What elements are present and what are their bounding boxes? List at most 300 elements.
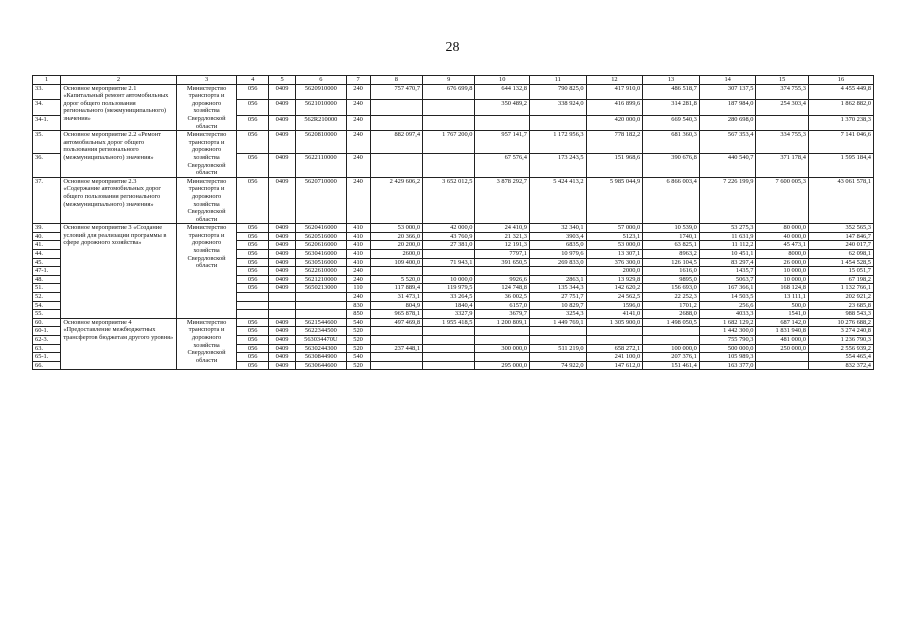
amount-cell bbox=[756, 353, 808, 362]
amount-cell: 7 600 005,3 bbox=[756, 177, 808, 224]
amount-cell: 57 000,0 bbox=[586, 224, 643, 233]
amount-cell: 2863,1 bbox=[529, 275, 586, 284]
amount-cell: 500,0 bbox=[756, 301, 808, 310]
amount-cell: 24 410,9 bbox=[475, 224, 530, 233]
code-cell: 0409 bbox=[268, 267, 295, 276]
amount-cell: 167 366,1 bbox=[699, 284, 756, 293]
code-cell: 056 bbox=[237, 344, 268, 353]
amount-cell bbox=[370, 267, 422, 276]
code-cell: 5620616000 bbox=[296, 241, 346, 250]
amount-cell: 965 878,1 bbox=[370, 310, 422, 319]
amount-cell: 13 111,1 bbox=[756, 293, 808, 302]
amount-cell: 43 760,9 bbox=[423, 232, 475, 241]
amount-cell: 1435,7 bbox=[699, 267, 756, 276]
code-cell: 056 bbox=[237, 154, 268, 177]
amount-cell: 1 370 238,3 bbox=[808, 115, 873, 131]
code-cell bbox=[296, 310, 346, 319]
amount-cell: 10 000,0 bbox=[423, 275, 475, 284]
code-cell bbox=[296, 301, 346, 310]
row-number: 34-1. bbox=[33, 115, 61, 131]
amount-cell: 10 979,6 bbox=[529, 250, 586, 259]
amount-cell bbox=[370, 154, 422, 177]
amount-cell: 126 104,5 bbox=[643, 258, 700, 267]
amount-cell: 1 682 129,2 bbox=[699, 318, 756, 327]
code-cell: 0409 bbox=[268, 177, 295, 224]
column-number-header: 9 bbox=[423, 76, 475, 85]
amount-cell: 24 562,5 bbox=[586, 293, 643, 302]
code-cell: 5621210000 bbox=[296, 275, 346, 284]
amount-cell: 11 631,9 bbox=[699, 232, 756, 241]
amount-cell bbox=[370, 361, 422, 370]
amount-cell: 1 955 418,5 bbox=[423, 318, 475, 327]
amount-cell: 1 767 200,0 bbox=[423, 131, 475, 154]
row-number: 33. bbox=[33, 84, 61, 100]
row-number: 34. bbox=[33, 100, 61, 116]
activity-description: Основное мероприятие 2.2 «Ремонт автомобильных дорог общего пользования регионального (межмуниципального) значения» bbox=[61, 131, 176, 178]
amount-cell: 1 172 956,3 bbox=[529, 131, 586, 154]
code-cell: 056 bbox=[237, 232, 268, 241]
amount-cell: 957 141,7 bbox=[475, 131, 530, 154]
amount-cell bbox=[423, 353, 475, 362]
amount-cell: 1 132 766,1 bbox=[808, 284, 873, 293]
code-cell: 0409 bbox=[268, 336, 295, 345]
code-cell: 0409 bbox=[268, 344, 295, 353]
amount-cell: 10 276 688,2 bbox=[808, 318, 873, 327]
code-cell bbox=[268, 301, 295, 310]
amount-cell: 8000,0 bbox=[756, 250, 808, 259]
amount-cell: 300 000,0 bbox=[475, 344, 530, 353]
amount-cell: 644 132,8 bbox=[475, 84, 530, 100]
amount-cell: 83 297,4 bbox=[699, 258, 756, 267]
amount-cell: 500 000,0 bbox=[699, 344, 756, 353]
row-number: 54. bbox=[33, 301, 61, 310]
amount-cell: 256,6 bbox=[699, 301, 756, 310]
amount-cell: 5063,7 bbox=[699, 275, 756, 284]
amount-cell: 20 200,0 bbox=[370, 241, 422, 250]
table-row bbox=[33, 224, 874, 233]
code-cell: 5630516000 bbox=[296, 258, 346, 267]
responsible-organization: Министерство транспорта и дорожного хозяйства Свердловской области bbox=[176, 84, 237, 131]
amount-cell: 71 943,1 bbox=[423, 258, 475, 267]
amount-cell: 1 200 809,1 bbox=[475, 318, 530, 327]
amount-cell: 832 372,4 bbox=[808, 361, 873, 370]
activity-description: Основное мероприятие 3 «Создание условий для реализации программы в сфере дорожного хозяйства» bbox=[61, 224, 176, 319]
row-number: 47-1. bbox=[33, 267, 61, 276]
amount-cell: 26 000,0 bbox=[756, 258, 808, 267]
amount-cell: 105 989,3 bbox=[699, 353, 756, 362]
code-cell bbox=[237, 301, 268, 310]
code-cell: 410 bbox=[346, 250, 370, 259]
amount-cell: 11 112,2 bbox=[699, 241, 756, 250]
amount-cell: 10 539,0 bbox=[643, 224, 700, 233]
code-cell: 056 bbox=[237, 241, 268, 250]
amount-cell: 481 000,0 bbox=[756, 336, 808, 345]
code-cell: 056 bbox=[237, 115, 268, 131]
amount-cell: 567 353,4 bbox=[699, 131, 756, 154]
amount-cell: 31 473,1 bbox=[370, 293, 422, 302]
row-number: 39. bbox=[33, 224, 61, 233]
amount-cell: 5 424 413,2 bbox=[529, 177, 586, 224]
row-number: 63. bbox=[33, 344, 61, 353]
amount-cell: 5123,1 bbox=[586, 232, 643, 241]
amount-cell: 1 454 528,5 bbox=[808, 258, 873, 267]
amount-cell: 6157,0 bbox=[475, 301, 530, 310]
amount-cell: 1 442 300,0 bbox=[699, 327, 756, 336]
code-cell: 056 bbox=[237, 284, 268, 293]
amount-cell bbox=[423, 115, 475, 131]
amount-cell: 240 017,7 bbox=[808, 241, 873, 250]
code-cell: 056 bbox=[237, 318, 268, 327]
code-cell: 520 bbox=[346, 336, 370, 345]
amount-cell: 32 340,1 bbox=[529, 224, 586, 233]
amount-cell: 6835,0 bbox=[529, 241, 586, 250]
code-cell: 410 bbox=[346, 232, 370, 241]
amount-cell: 681 360,3 bbox=[643, 131, 700, 154]
amount-cell: 80 000,0 bbox=[756, 224, 808, 233]
header-row bbox=[33, 76, 874, 85]
table-row bbox=[33, 131, 874, 154]
amount-cell bbox=[475, 115, 530, 131]
amount-cell: 1616,0 bbox=[643, 267, 700, 276]
amount-cell: 14 503,5 bbox=[699, 293, 756, 302]
amount-cell: 1596,0 bbox=[586, 301, 643, 310]
amount-cell bbox=[756, 115, 808, 131]
code-cell: 5630844900 bbox=[296, 353, 346, 362]
code-cell: 5622110000 bbox=[296, 154, 346, 177]
amount-cell: 1541,0 bbox=[756, 310, 808, 319]
amount-cell: 350 489,2 bbox=[475, 100, 530, 116]
code-cell: 240 bbox=[346, 115, 370, 131]
amount-cell: 3 878 292,7 bbox=[475, 177, 530, 224]
responsible-organization: Министерство транспорта и дорожного хозяйства Свердловской области bbox=[176, 224, 237, 319]
row-number: 62-3. bbox=[33, 336, 61, 345]
amount-cell: 3679,7 bbox=[475, 310, 530, 319]
code-cell: 056 bbox=[237, 258, 268, 267]
activity-description: Основное мероприятие 2.3 «Содержание автомобильных дорог общего пользования регионального (межмуниципального) значения» bbox=[61, 177, 176, 224]
row-number: 45. bbox=[33, 258, 61, 267]
amount-cell: 202 921,2 bbox=[808, 293, 873, 302]
column-number-header: 12 bbox=[586, 76, 643, 85]
amount-cell bbox=[370, 353, 422, 362]
code-cell: 0409 bbox=[268, 232, 295, 241]
amount-cell bbox=[423, 327, 475, 336]
amount-cell bbox=[643, 336, 700, 345]
code-cell: 240 bbox=[346, 177, 370, 224]
column-number-header: 16 bbox=[808, 76, 873, 85]
amount-cell: 151 968,6 bbox=[586, 154, 643, 177]
row-number: 35. bbox=[33, 131, 61, 154]
amount-cell: 156 693,0 bbox=[643, 284, 700, 293]
amount-cell: 2 429 606,2 bbox=[370, 177, 422, 224]
amount-cell: 4141,0 bbox=[586, 310, 643, 319]
amount-cell: 13 307,1 bbox=[586, 250, 643, 259]
code-cell: 540 bbox=[346, 318, 370, 327]
row-number: 44. bbox=[33, 250, 61, 259]
amount-cell: 74 922,0 bbox=[529, 361, 586, 370]
amount-cell: 173 243,5 bbox=[529, 154, 586, 177]
code-cell: 5622610000 bbox=[296, 267, 346, 276]
amount-cell bbox=[475, 267, 530, 276]
amount-cell: 10 000,0 bbox=[756, 267, 808, 276]
code-cell bbox=[237, 293, 268, 302]
amount-cell: 804,9 bbox=[370, 301, 422, 310]
amount-cell: 237 448,1 bbox=[370, 344, 422, 353]
amount-cell: 338 924,0 bbox=[529, 100, 586, 116]
code-cell: 0409 bbox=[268, 250, 295, 259]
code-cell: 5650213000 bbox=[296, 284, 346, 293]
amount-cell: 207 376,1 bbox=[643, 353, 700, 362]
amount-cell bbox=[586, 336, 643, 345]
code-cell: 0409 bbox=[268, 275, 295, 284]
row-number: 51. bbox=[33, 284, 61, 293]
table-body bbox=[33, 76, 874, 370]
budget-table bbox=[32, 75, 874, 370]
amount-cell bbox=[475, 327, 530, 336]
amount-cell: 1 862 882,0 bbox=[808, 100, 873, 116]
amount-cell: 100 000,0 bbox=[643, 344, 700, 353]
amount-cell: 135 344,3 bbox=[529, 284, 586, 293]
amount-cell: 755 790,3 bbox=[699, 336, 756, 345]
code-cell: 056 bbox=[237, 275, 268, 284]
amount-cell: 374 755,3 bbox=[756, 84, 808, 100]
amount-cell bbox=[423, 344, 475, 353]
amount-cell: 10 829,7 bbox=[529, 301, 586, 310]
amount-cell bbox=[529, 267, 586, 276]
amount-cell: 40 000,0 bbox=[756, 232, 808, 241]
row-number: 52. bbox=[33, 293, 61, 302]
code-cell: 520 bbox=[346, 361, 370, 370]
amount-cell bbox=[423, 267, 475, 276]
responsible-organization: Министерство транспорта и дорожного хозяйства Свердловской области bbox=[176, 177, 237, 224]
amount-cell: 67 576,4 bbox=[475, 154, 530, 177]
amount-cell: 295 000,0 bbox=[475, 361, 530, 370]
code-cell: 0409 bbox=[268, 327, 295, 336]
amount-cell: 352 565,3 bbox=[808, 224, 873, 233]
code-cell: 0409 bbox=[268, 224, 295, 233]
code-cell: 240 bbox=[346, 154, 370, 177]
row-number: 60. bbox=[33, 318, 61, 327]
column-number-header: 5 bbox=[268, 76, 295, 85]
amount-cell: 486 518,7 bbox=[643, 84, 700, 100]
amount-cell: 790 825,0 bbox=[529, 84, 586, 100]
column-number-header: 2 bbox=[61, 76, 176, 85]
amount-cell: 163 377,0 bbox=[699, 361, 756, 370]
amount-cell bbox=[475, 353, 530, 362]
amount-cell: 497 469,8 bbox=[370, 318, 422, 327]
amount-cell: 117 889,4 bbox=[370, 284, 422, 293]
amount-cell: 1 236 790,3 bbox=[808, 336, 873, 345]
code-cell bbox=[268, 310, 295, 319]
code-cell: 0409 bbox=[268, 258, 295, 267]
amount-cell: 1840,4 bbox=[423, 301, 475, 310]
column-number-header: 15 bbox=[756, 76, 808, 85]
amount-cell: 314 281,8 bbox=[643, 100, 700, 116]
amount-cell: 27 751,7 bbox=[529, 293, 586, 302]
amount-cell: 151 461,4 bbox=[643, 361, 700, 370]
amount-cell: 12 191,3 bbox=[475, 241, 530, 250]
amount-cell: 22 252,3 bbox=[643, 293, 700, 302]
amount-cell: 882 097,4 bbox=[370, 131, 422, 154]
amount-cell: 757 470,7 bbox=[370, 84, 422, 100]
amount-cell: 5 520,0 bbox=[370, 275, 422, 284]
row-number: 41. bbox=[33, 241, 61, 250]
amount-cell: 371 178,4 bbox=[756, 154, 808, 177]
amount-cell bbox=[423, 154, 475, 177]
code-cell: 5630416000 bbox=[296, 250, 346, 259]
amount-cell: 2688,0 bbox=[643, 310, 700, 319]
amount-cell: 109 400,0 bbox=[370, 258, 422, 267]
amount-cell: 420 000,0 bbox=[586, 115, 643, 131]
code-cell: 240 bbox=[346, 293, 370, 302]
responsible-organization: Министерство транспорта и дорожного хозяйства Свердловской области bbox=[176, 318, 237, 370]
code-cell: 5620516000 bbox=[296, 232, 346, 241]
amount-cell bbox=[423, 336, 475, 345]
amount-cell: 1740,1 bbox=[643, 232, 700, 241]
code-cell: 0409 bbox=[268, 318, 295, 327]
amount-cell: 7 141 046,6 bbox=[808, 131, 873, 154]
code-cell: 056 bbox=[237, 361, 268, 370]
code-cell: 562R210000 bbox=[296, 115, 346, 131]
code-cell: 056 bbox=[237, 327, 268, 336]
row-number: 66. bbox=[33, 361, 61, 370]
code-cell: 240 bbox=[346, 84, 370, 100]
code-cell: 056 bbox=[237, 267, 268, 276]
amount-cell: 119 979,5 bbox=[423, 284, 475, 293]
code-cell: 0409 bbox=[268, 284, 295, 293]
row-number: 37. bbox=[33, 177, 61, 224]
code-cell: 056 bbox=[237, 224, 268, 233]
amount-cell: 21 321,3 bbox=[475, 232, 530, 241]
code-cell: 110 bbox=[346, 284, 370, 293]
amount-cell: 1 449 769,1 bbox=[529, 318, 586, 327]
amount-cell: 43 061 578,1 bbox=[808, 177, 873, 224]
column-number-header: 1 bbox=[33, 76, 61, 85]
code-cell: 5620810000 bbox=[296, 131, 346, 154]
activity-description: Основное мероприятие 2.1 «Капитальный ремонт автомобильных дорог общего пользования регионального (межмуниципального) значения» bbox=[61, 84, 176, 131]
code-cell: 0409 bbox=[268, 84, 295, 100]
amount-cell: 3 652 012,5 bbox=[423, 177, 475, 224]
amount-cell: 669 540,3 bbox=[643, 115, 700, 131]
amount-cell bbox=[370, 327, 422, 336]
code-cell: 410 bbox=[346, 224, 370, 233]
amount-cell bbox=[423, 100, 475, 116]
code-cell: 0409 bbox=[268, 131, 295, 154]
column-number-header: 3 bbox=[176, 76, 237, 85]
amount-cell: 4033,3 bbox=[699, 310, 756, 319]
code-cell bbox=[268, 293, 295, 302]
amount-cell: 33 264,5 bbox=[423, 293, 475, 302]
table-row bbox=[33, 318, 874, 327]
code-cell: 0409 bbox=[268, 154, 295, 177]
code-cell bbox=[237, 310, 268, 319]
amount-cell: 3903,4 bbox=[529, 232, 586, 241]
amount-cell bbox=[423, 361, 475, 370]
code-cell: 056 bbox=[237, 84, 268, 100]
amount-cell: 7797,1 bbox=[475, 250, 530, 259]
column-number-header: 4 bbox=[237, 76, 268, 85]
code-cell: 5621010000 bbox=[296, 100, 346, 116]
amount-cell: 250 000,0 bbox=[756, 344, 808, 353]
amount-cell: 36 002,5 bbox=[475, 293, 530, 302]
amount-cell: 168 124,8 bbox=[756, 284, 808, 293]
amount-cell: 23 685,8 bbox=[808, 301, 873, 310]
amount-cell: 53 000,0 bbox=[586, 241, 643, 250]
code-cell: 056 bbox=[237, 100, 268, 116]
amount-cell: 10 000,0 bbox=[756, 275, 808, 284]
code-cell: 0409 bbox=[268, 100, 295, 116]
amount-cell: 511 219,0 bbox=[529, 344, 586, 353]
code-cell: 056 bbox=[237, 250, 268, 259]
code-cell bbox=[296, 293, 346, 302]
row-number: 36. bbox=[33, 154, 61, 177]
amount-cell bbox=[529, 115, 586, 131]
amount-cell: 8963,2 bbox=[643, 250, 700, 259]
table-row bbox=[33, 84, 874, 100]
code-cell: 056 bbox=[237, 177, 268, 224]
code-cell: 830 bbox=[346, 301, 370, 310]
amount-cell: 778 182,2 bbox=[586, 131, 643, 154]
amount-cell: 7 226 199,9 bbox=[699, 177, 756, 224]
code-cell: 520 bbox=[346, 344, 370, 353]
code-cell: 410 bbox=[346, 241, 370, 250]
amount-cell: 9926,6 bbox=[475, 275, 530, 284]
code-cell: 056 bbox=[237, 131, 268, 154]
responsible-organization: Министерство транспорта и дорожного хозяйства Свердловской области bbox=[176, 131, 237, 178]
column-number-header: 13 bbox=[643, 76, 700, 85]
amount-cell bbox=[423, 250, 475, 259]
amount-cell: 53 000,0 bbox=[370, 224, 422, 233]
code-cell: 240 bbox=[346, 267, 370, 276]
code-cell: 0409 bbox=[268, 361, 295, 370]
amount-cell bbox=[643, 327, 700, 336]
amount-cell: 42 000,0 bbox=[423, 224, 475, 233]
amount-cell: 124 748,8 bbox=[475, 284, 530, 293]
code-cell: 0409 bbox=[268, 241, 295, 250]
amount-cell: 280 698,0 bbox=[699, 115, 756, 131]
code-cell: 056 bbox=[237, 336, 268, 345]
amount-cell: 254 303,4 bbox=[756, 100, 808, 116]
code-cell: 563034470U bbox=[296, 336, 346, 345]
amount-cell: 67 198,2 bbox=[808, 275, 873, 284]
amount-cell: 45 473,1 bbox=[756, 241, 808, 250]
amount-cell bbox=[586, 327, 643, 336]
row-number: 60-1. bbox=[33, 327, 61, 336]
code-cell: 5630244300 bbox=[296, 344, 346, 353]
amount-cell: 988 543,3 bbox=[808, 310, 873, 319]
code-cell: 850 bbox=[346, 310, 370, 319]
code-cell: 5620416000 bbox=[296, 224, 346, 233]
code-cell: 5620710000 bbox=[296, 177, 346, 224]
amount-cell: 142 620,2 bbox=[586, 284, 643, 293]
amount-cell: 5 985 044,9 bbox=[586, 177, 643, 224]
amount-cell bbox=[529, 336, 586, 345]
column-number-header: 8 bbox=[370, 76, 422, 85]
amount-cell: 658 272,1 bbox=[586, 344, 643, 353]
amount-cell: 20 366,0 bbox=[370, 232, 422, 241]
amount-cell: 416 899,6 bbox=[586, 100, 643, 116]
code-cell: 0409 bbox=[268, 353, 295, 362]
amount-cell: 2 556 939,2 bbox=[808, 344, 873, 353]
amount-cell: 147 612,0 bbox=[586, 361, 643, 370]
code-cell: 5620910000 bbox=[296, 84, 346, 100]
row-number: 65-1. bbox=[33, 353, 61, 362]
row-number: 40. bbox=[33, 232, 61, 241]
amount-cell: 62 098,1 bbox=[808, 250, 873, 259]
amount-cell: 3 274 240,8 bbox=[808, 327, 873, 336]
amount-cell: 1 305 900,0 bbox=[586, 318, 643, 327]
amount-cell: 10 451,1 bbox=[699, 250, 756, 259]
amount-cell: 1 498 050,5 bbox=[643, 318, 700, 327]
